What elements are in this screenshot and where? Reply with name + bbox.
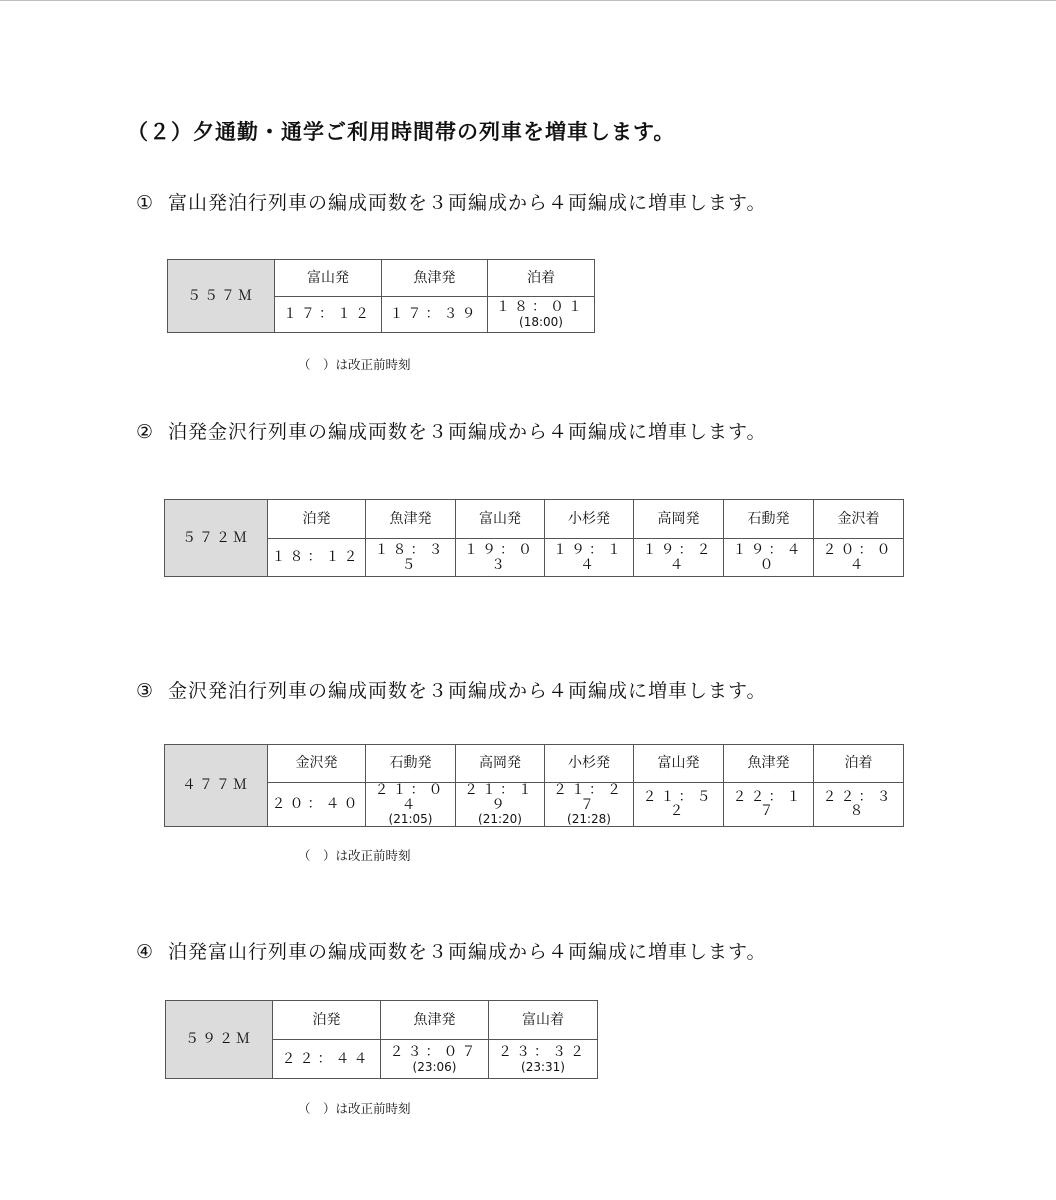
station-header: 富山発 bbox=[275, 260, 382, 297]
previous-time: (23:06) bbox=[412, 1059, 457, 1074]
station-header: 富山発 bbox=[456, 500, 545, 539]
time-value: １８：０１ bbox=[496, 299, 586, 316]
time-value: ２１：５２ bbox=[642, 788, 715, 820]
station-header: 石動発 bbox=[724, 500, 814, 539]
note-previous-time: （ ）は改正前時刻 bbox=[298, 848, 411, 863]
section-2-title bbox=[136, 417, 766, 444]
time-value: ２３：０７ bbox=[389, 1043, 480, 1060]
section-3-number: ③ bbox=[136, 680, 155, 702]
station-header: 魚津発 bbox=[724, 745, 814, 783]
time-cell bbox=[268, 539, 366, 577]
station-header: 石動発 bbox=[366, 745, 456, 783]
note-previous-time: （ ）は改正前時刻 bbox=[298, 357, 411, 372]
train-number: ４７７Ｍ bbox=[165, 745, 268, 827]
time-value: １７：１２ bbox=[283, 306, 373, 323]
timetable-477m bbox=[164, 744, 904, 827]
time-cell bbox=[724, 539, 814, 577]
time-value: １９：１４ bbox=[553, 541, 625, 573]
section-2-text: 泊発金沢行列車の編成両数を３両編成から４両編成に増車します。 bbox=[168, 421, 767, 443]
time-value: １９：２４ bbox=[642, 541, 715, 573]
previous-time: (21:28) bbox=[567, 812, 611, 827]
section-1-text: 富山発泊行列車の編成両数を３両編成から４両編成に増車します。 bbox=[168, 192, 767, 214]
station-header: 魚津発 bbox=[382, 260, 488, 297]
section-4-title bbox=[136, 937, 766, 964]
section-2-number: ② bbox=[136, 421, 155, 443]
section-3-title bbox=[136, 676, 766, 703]
station-header: 富山発 bbox=[634, 745, 724, 783]
time-cell bbox=[366, 783, 456, 827]
time-value: ２３：３２ bbox=[498, 1043, 588, 1060]
time-cell bbox=[382, 297, 488, 333]
station-header: 高岡発 bbox=[634, 500, 724, 539]
section-4-text: 泊発富山行列車の編成両数を３両編成から４両編成に増車します。 bbox=[168, 941, 767, 963]
time-cell bbox=[456, 539, 545, 577]
previous-time: (21:20) bbox=[478, 812, 522, 827]
time-cell bbox=[366, 539, 456, 577]
station-header: 泊発 bbox=[268, 500, 366, 539]
time-cell bbox=[488, 297, 595, 333]
page-heading: （２）夕通勤・通学ご利用時間帯の列車を増車します。 bbox=[127, 120, 676, 144]
previous-time: (23:31) bbox=[521, 1059, 565, 1074]
time-value: １９：０３ bbox=[464, 541, 536, 573]
time-cell bbox=[381, 1040, 489, 1079]
timetable-557m bbox=[167, 259, 595, 333]
station-header: 魚津発 bbox=[381, 1001, 489, 1040]
station-header: 小杉発 bbox=[545, 745, 634, 783]
station-header: 金沢発 bbox=[268, 745, 366, 783]
time-value: １８：３５ bbox=[374, 541, 447, 573]
time-value: ２２：３８ bbox=[822, 788, 895, 820]
section-3-text: 金沢発泊行列車の編成両数を３両編成から４両編成に増車します。 bbox=[168, 680, 767, 702]
station-header: 小杉発 bbox=[545, 500, 634, 539]
time-cell bbox=[814, 783, 904, 827]
previous-time: (21:05) bbox=[388, 812, 433, 827]
timetable-592m bbox=[165, 1000, 598, 1079]
station-header: 泊着 bbox=[814, 745, 904, 783]
train-number: ５７２Ｍ bbox=[165, 500, 268, 577]
time-cell bbox=[268, 783, 366, 827]
top-border-line bbox=[0, 0, 1056, 1]
time-value: ２０：０４ bbox=[822, 541, 895, 573]
station-header: 高岡発 bbox=[456, 745, 545, 783]
station-header: 魚津発 bbox=[366, 500, 456, 539]
time-cell bbox=[545, 783, 634, 827]
time-cell bbox=[545, 539, 634, 577]
time-cell bbox=[273, 1040, 381, 1079]
time-cell bbox=[489, 1040, 598, 1079]
section-1-title bbox=[136, 188, 766, 215]
time-cell bbox=[456, 783, 545, 827]
station-header: 富山着 bbox=[489, 1001, 598, 1040]
time-cell bbox=[275, 297, 382, 333]
time-value: ２１：０４ bbox=[374, 782, 447, 813]
time-value: ２２：４４ bbox=[281, 1050, 372, 1067]
train-number: ５５７Ｍ bbox=[168, 260, 275, 333]
time-value: ２１：２７ bbox=[553, 782, 625, 813]
station-header: 金沢着 bbox=[814, 500, 904, 539]
note-previous-time: （ ）は改正前時刻 bbox=[298, 1101, 411, 1116]
time-cell bbox=[724, 783, 814, 827]
previous-time: (18:00) bbox=[519, 315, 563, 330]
section-1-number: ① bbox=[136, 192, 155, 214]
time-value: １８：１２ bbox=[271, 549, 362, 566]
train-number: ５９２Ｍ bbox=[166, 1001, 273, 1079]
time-value: ２０：４０ bbox=[271, 796, 362, 813]
time-value: ２２：１７ bbox=[732, 788, 805, 820]
time-value: １７：３９ bbox=[389, 306, 480, 323]
station-header: 泊発 bbox=[273, 1001, 381, 1040]
timetable-572m bbox=[164, 499, 904, 577]
time-cell bbox=[814, 539, 904, 577]
time-cell bbox=[634, 783, 724, 827]
time-cell bbox=[634, 539, 724, 577]
station-header: 泊着 bbox=[488, 260, 595, 297]
section-4-number: ④ bbox=[136, 941, 155, 963]
time-value: ２１：１９ bbox=[464, 782, 536, 813]
time-value: １９：４０ bbox=[732, 541, 805, 573]
